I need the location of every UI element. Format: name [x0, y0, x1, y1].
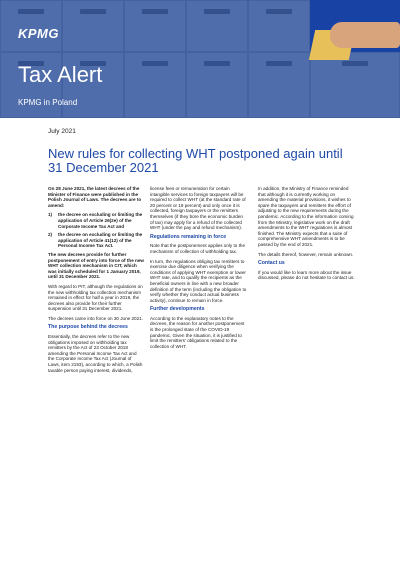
banner-title: Tax Alert — [18, 62, 103, 87]
paragraph: With regard to PIT, although the regulations on the new withholding tax collection mechanism remained in effect for half a year in 2019, the decrees also provide for their further suspension until 31 December 2021. — [48, 283, 143, 312]
paragraph: The new decrees provide for further postponement of entry into force of the new WHT collection mechanism in CIT, which was initially scheduled for 1 January 2019, until 31 December 2021. — [48, 251, 144, 280]
paragraph: If you would like to learn more about the issue discussed, please do not hesitate to contact us. — [258, 269, 355, 281]
paragraph: In turn, the regulations obliging tax remitters to exercise due diligence when verifying the conditions of applying WHT exemption or lower WHT rate, and to qualify the recipients as the beneficial owners in line with a new broader definition of the term (including the obligation to verify whether they conduct actual business activity), continue to remain in force. — [150, 258, 247, 303]
section-heading: Contact us — [258, 260, 285, 267]
section-heading: The purpose behind the decrees — [48, 324, 128, 331]
paragraph: The decrees came into force on 30 June 2021. — [48, 315, 143, 321]
list-text: the decree on excluding or limiting the application of Article 41(12) of the Personal Income Tax Act. — [58, 232, 143, 249]
paragraph: Essentially, the decrees refer to the new obligations imposed on withholding tax remitters by the Act of 23 October 2018 amending the Personal Income Tax Act and the Corporate Income Tax Act (Journal of Laws, item 2193), according to which, a Polish taxable person paying interest, dividends, — [48, 334, 143, 373]
paragraph: Note that the postponement applies only to the mechanism of collection of withholding tax. — [150, 243, 246, 254]
paragraph: license fees or remuneration for certain intangible services to foreign taxpayers will be required to collect WHT (at the standard rate of 20 percent or 19 percent) and only once it is collected, foreign taxpayers or the remitters themselves (if they bore the economic burden of tax) may apply for a refund of the collected WHT (under the pay and refund mechanism). — [150, 186, 246, 231]
publication-date: July 2021 — [48, 128, 76, 135]
list-number: 1) — [48, 212, 53, 218]
kpmg-logo: KPMG — [18, 26, 59, 41]
document-title: New rules for collecting WHT postponed again until 31 December 2021 — [48, 146, 343, 175]
column-2 — [150, 186, 248, 353]
column-3 — [258, 186, 356, 285]
section-heading: Regulations remaining in force — [150, 233, 227, 240]
paragraph: In addition, the Ministry of Finance reminded that although it is currently working on amending the material provisions, it wishes to spare the taxpayers and remitters the effort of adjusting to the new requirements during the pandemic. According to the information coming from the Ministry, legislative work on the draft amendments to the WHT regulations is almost finished. The Ministry expects that a suite of comprehensive WHT amendments is to be passed by the end of 2021. — [258, 186, 354, 247]
intro-paragraph: On 28 June 2021, the latest decrees of the Minister of Finance were published in the Polish Journal of Laws. The decrees are to amend: — [48, 186, 142, 208]
paragraph: According to the explanatory notes to the decrees, the reason for another postponement is the prolonged state of the COVID-19 pandemic. Given the situation, it is justified to limit the remitters' obligations related to the collection of WHT. — [150, 315, 245, 349]
hand-illustration — [330, 22, 400, 48]
paragraph: The details thereof, however, remain unknown. — [258, 251, 354, 257]
list-item — [48, 232, 144, 249]
list-item — [48, 212, 144, 229]
list-text: the decree on excluding or limiting the application of Article 26(2e) of the Corporate Income Tax Act and — [58, 212, 143, 229]
column-1 — [48, 186, 144, 377]
banner-subtitle: KPMG in Poland — [18, 98, 78, 107]
list-number: 2) — [48, 232, 53, 238]
header-banner — [0, 0, 400, 118]
section-heading: Further developments — [150, 306, 205, 313]
